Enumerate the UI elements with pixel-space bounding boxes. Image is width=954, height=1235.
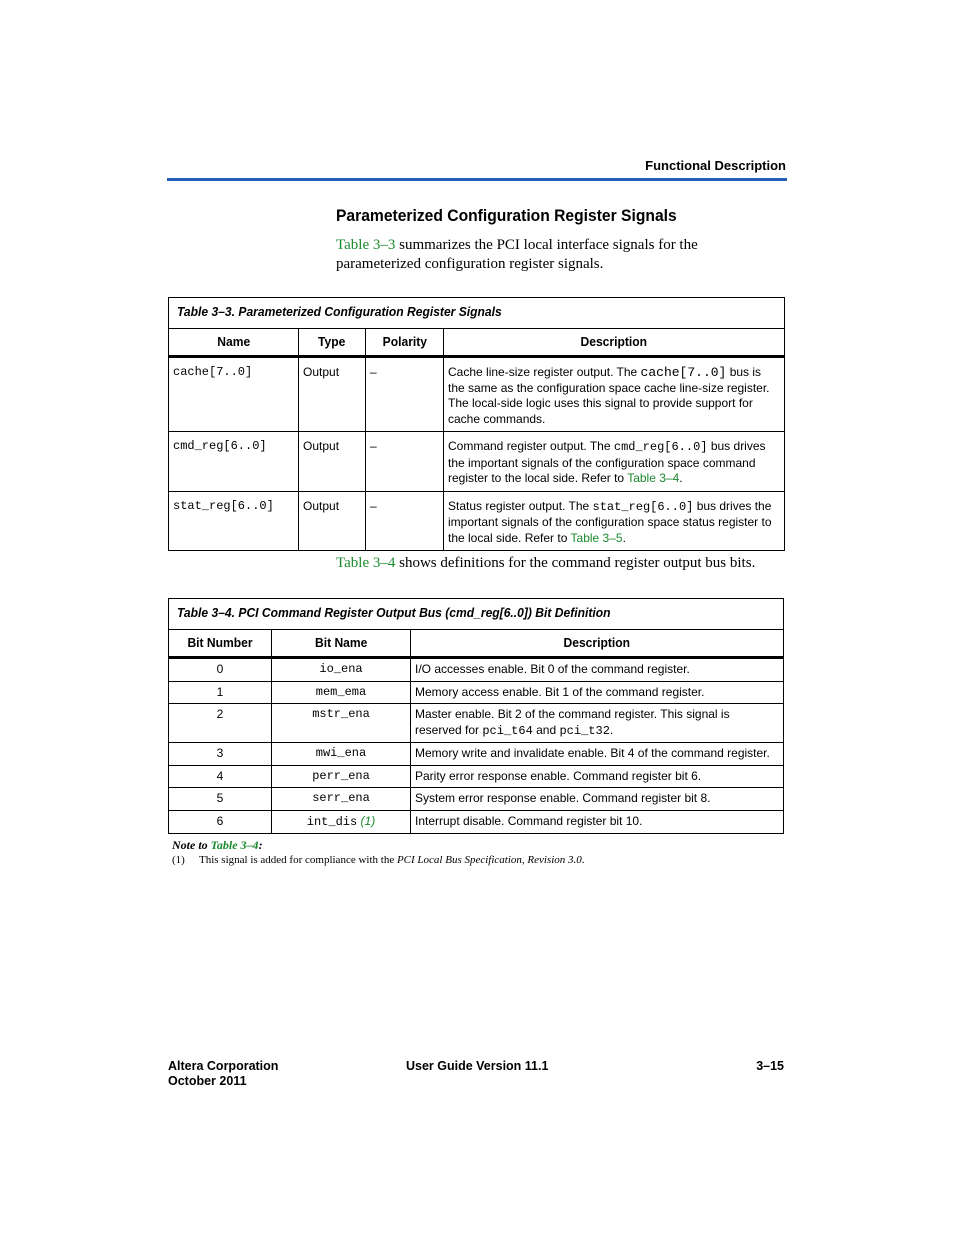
bit-description: System error response enable. Command register bit 8. — [411, 788, 784, 811]
table-row — [169, 704, 784, 743]
table-3-5-link[interactable]: Table 3–5 — [570, 530, 623, 545]
footer-left — [168, 1059, 278, 1089]
bit-description: Interrupt disable. Command register bit 10. — [411, 810, 784, 834]
table-3-3-link[interactable]: Table 3–3 — [336, 237, 396, 253]
bit-description: Memory write and invalidate enable. Bit 4 of the command register. — [411, 743, 784, 766]
table-row — [169, 432, 785, 492]
table-3-4-link[interactable]: Table 3–4 — [210, 838, 259, 852]
col-header-name: Name — [169, 329, 299, 357]
bit-description: I/O accesses enable. Bit 0 of the command register. — [411, 658, 784, 682]
bit-name: mwi_ena — [272, 743, 411, 766]
signal-polarity: – — [366, 491, 444, 551]
signal-name: stat_reg[6..0] — [169, 491, 299, 551]
signal-type: Output — [299, 357, 366, 432]
table-3-3-caption: Table 3–3. Parameterized Configuration Register Signals — [169, 298, 785, 329]
table-row — [169, 765, 784, 788]
col-header-description: Description — [444, 329, 785, 357]
note-heading: Note to Table 3–4: — [172, 838, 263, 852]
signal-description: Command register output. The cmd_reg[6..0] bus drives the important signals of the configuration space command register to the local side. Refer to Table 3–4. — [444, 432, 785, 492]
header-rule — [167, 178, 787, 181]
bit-number: 6 — [169, 810, 272, 834]
bit-name: mem_ema — [272, 681, 411, 704]
running-header: Functional Description — [645, 158, 786, 173]
between-paragraph: Table 3–4 shows definitions for the command register output bus bits. — [336, 555, 756, 571]
bit-number: 5 — [169, 788, 272, 811]
col-header-description: Description — [411, 630, 784, 658]
footer-date: October 2011 — [168, 1074, 247, 1088]
signal-type: Output — [299, 432, 366, 492]
bit-description: Master enable. Bit 2 of the command register. This signal is reserved for pci_t64 and pci_t32. — [411, 704, 784, 743]
table-row — [169, 681, 784, 704]
table-3-3 — [168, 297, 785, 551]
signal-description: Status register output. The stat_reg[6..0] bus drives the important signals of the configuration space status register to the local side. Refer to Table 3–5. — [444, 491, 785, 551]
bit-name: mstr_ena — [272, 704, 411, 743]
bit-number: 3 — [169, 743, 272, 766]
table-row — [169, 357, 785, 432]
table-row — [169, 810, 784, 834]
bit-number: 1 — [169, 681, 272, 704]
table-3-4-link[interactable]: Table 3–4 — [627, 471, 680, 485]
intro-text: summarizes the PCI local interface signals for the parameterized configuration register signals. — [336, 237, 698, 272]
table-3-4-caption: Table 3–4. PCI Command Register Output Bus (cmd_reg[6..0]) Bit Definition — [169, 599, 784, 630]
table-row — [169, 743, 784, 766]
col-header-polarity: Polarity — [366, 329, 444, 357]
note-1-link[interactable]: (1) — [360, 813, 376, 828]
table-row — [169, 491, 785, 551]
table-row — [169, 788, 784, 811]
col-header-type: Type — [299, 329, 366, 357]
col-header-bit-number: Bit Number — [169, 630, 272, 658]
signal-type: Output — [299, 491, 366, 551]
table-3-4 — [168, 598, 784, 834]
table-3-4-link[interactable]: Table 3–4 — [336, 555, 396, 571]
signal-name: cmd_reg[6..0] — [169, 432, 299, 492]
bit-name: int_dis (1) — [272, 810, 411, 834]
bit-name: io_ena — [272, 658, 411, 682]
bit-number: 4 — [169, 765, 272, 788]
bit-description: Parity error response enable. Command register bit 6. — [411, 765, 784, 788]
signal-polarity: – — [366, 432, 444, 492]
signal-polarity: – — [366, 357, 444, 432]
note-item: (1) This signal is added for compliance with the PCI Local Bus Specification, Revision 3.0. — [172, 854, 585, 866]
footer-company: Altera Corporation — [168, 1059, 279, 1073]
bit-name: serr_ena — [272, 788, 411, 811]
bit-number: 0 — [169, 658, 272, 682]
bit-number: 2 — [169, 704, 272, 743]
page-number: 3–15 — [756, 1059, 784, 1073]
footer-version: User Guide Version 11.1 — [406, 1059, 549, 1073]
bit-name: perr_ena — [272, 765, 411, 788]
note-marker: (1) — [172, 854, 185, 866]
bit-description: Memory access enable. Bit 1 of the command register. — [411, 681, 784, 704]
signal-description: Cache line-size register output. The cache[7..0] bus is the same as the configuration space cache line-size register. The local-side logic uses this signal to provide support for cache commands. — [444, 357, 785, 432]
section-title: Parameterized Configuration Register Signals — [336, 206, 677, 225]
intro-paragraph — [336, 236, 756, 274]
table-row — [169, 658, 784, 682]
signal-name: cache[7..0] — [169, 357, 299, 432]
col-header-bit-name: Bit Name — [272, 630, 411, 658]
